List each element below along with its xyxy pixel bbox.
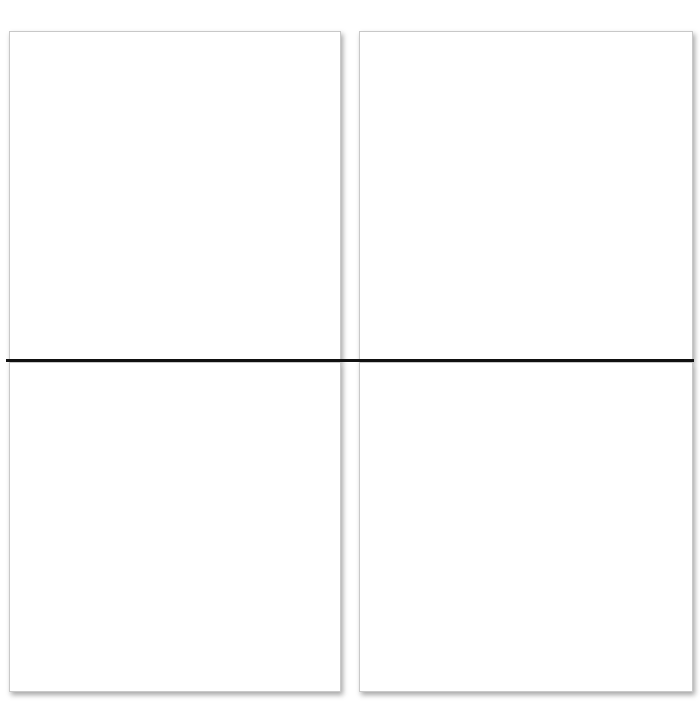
fold-line	[6, 359, 694, 362]
panel-inside-top	[359, 31, 693, 361]
panel-back	[9, 31, 341, 361]
garland-decoration	[10, 363, 340, 543]
panel-inside-bottom	[359, 362, 693, 692]
panel-front	[9, 362, 341, 692]
garland-decoration	[360, 32, 692, 202]
